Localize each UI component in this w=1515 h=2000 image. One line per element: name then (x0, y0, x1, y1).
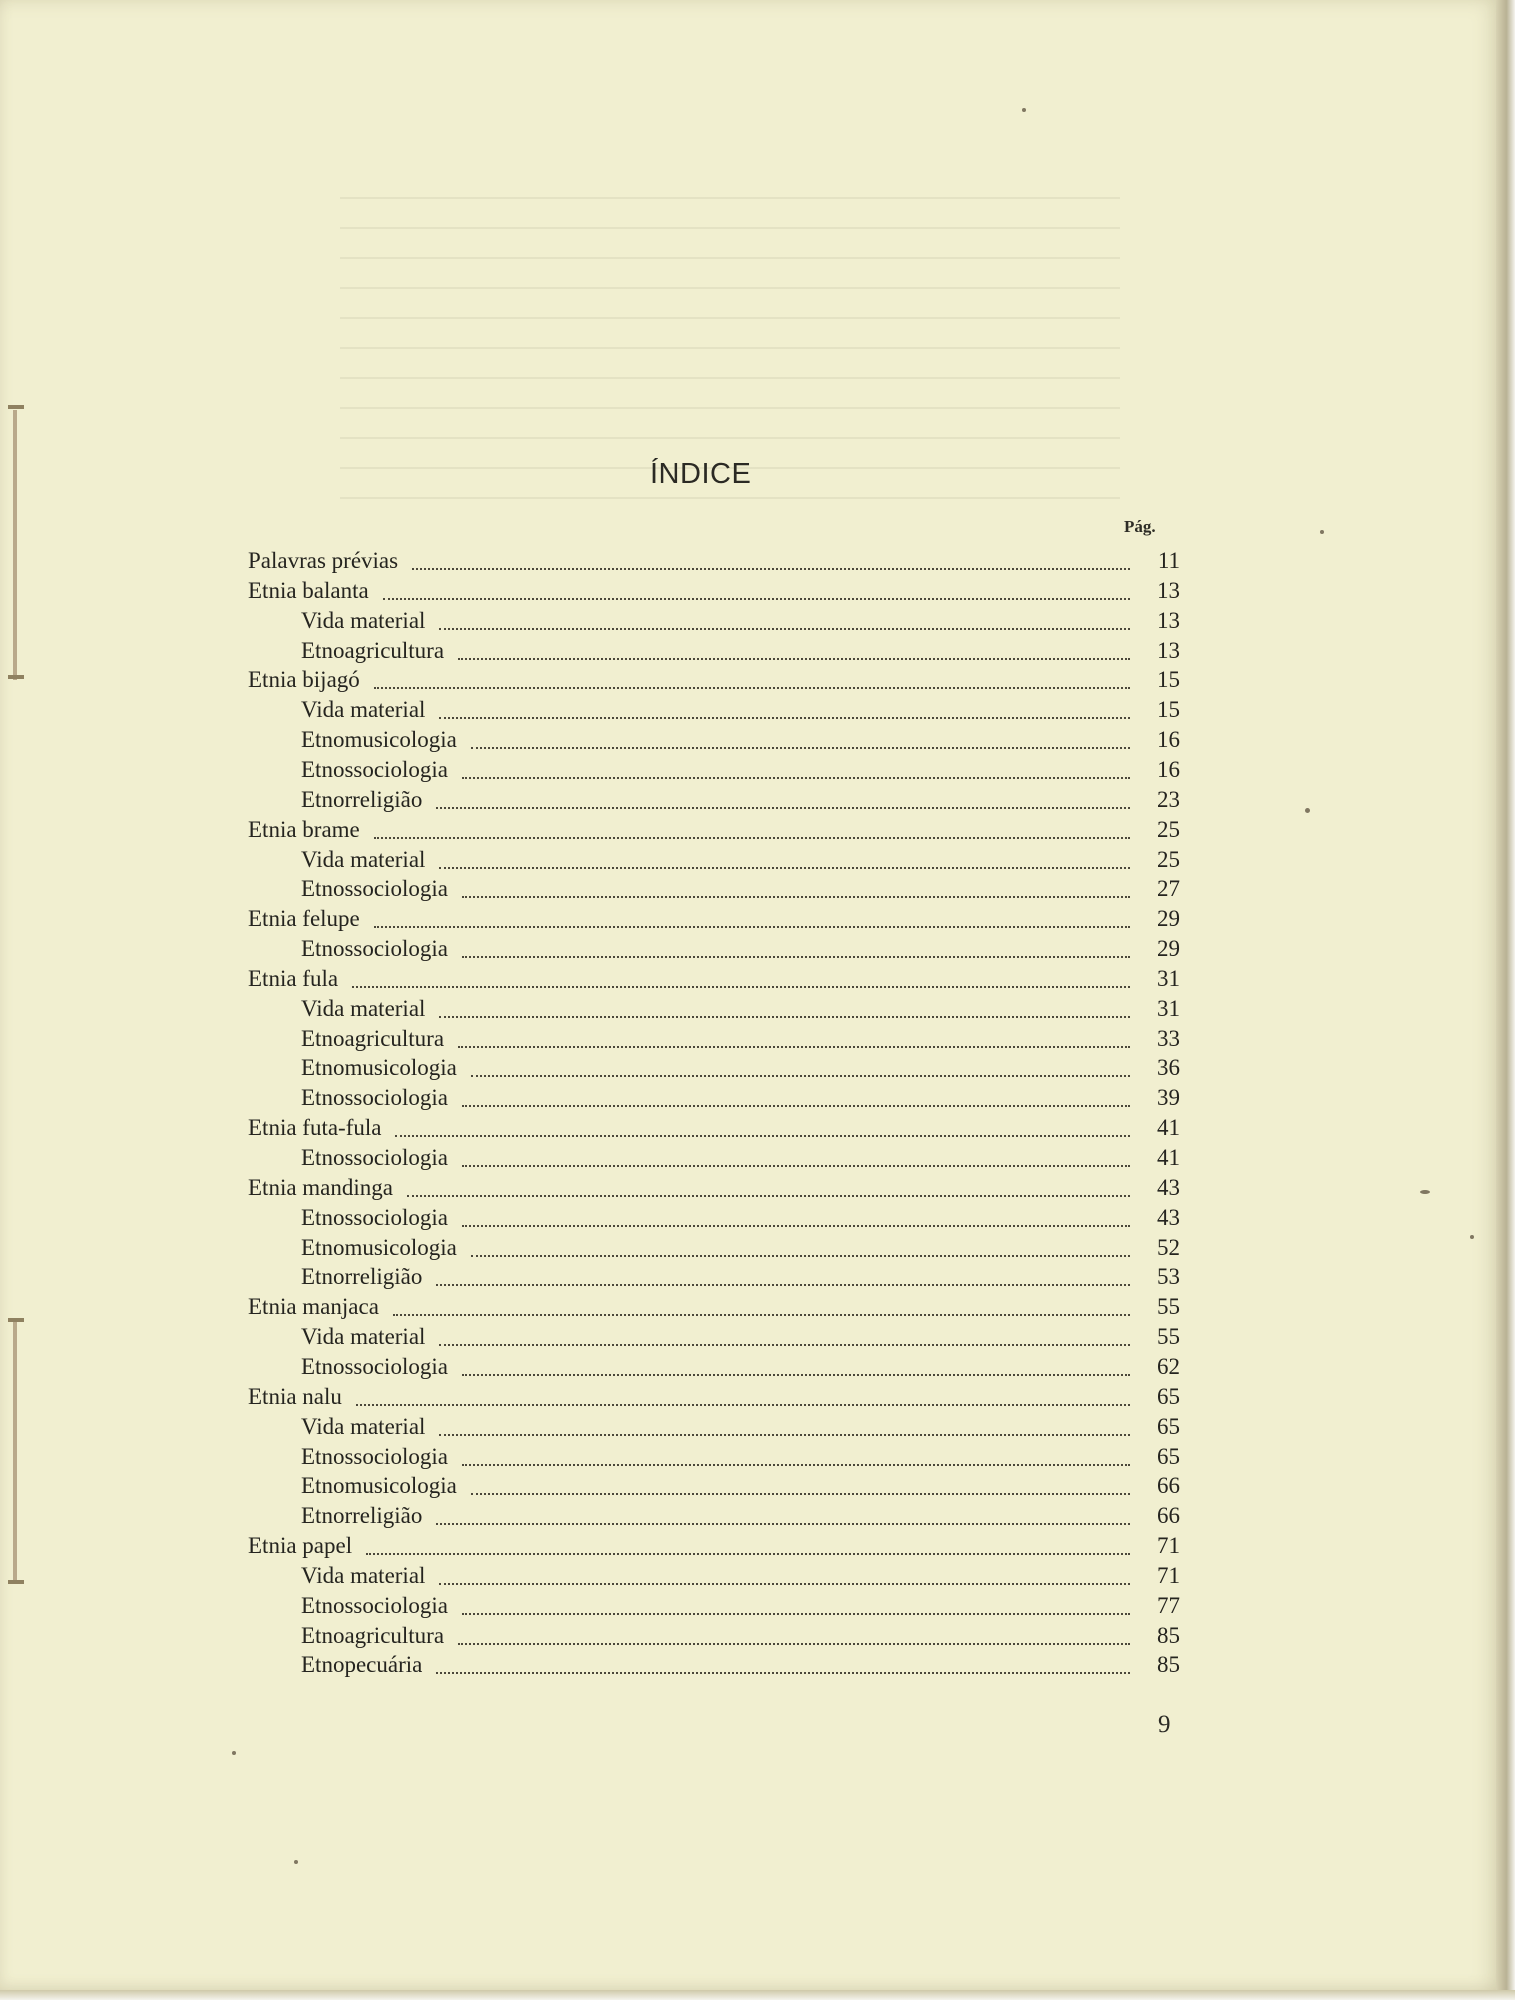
toc-entry-page: 36 (1157, 1055, 1180, 1081)
toc-entry-page: 16 (1157, 756, 1180, 782)
toc-entry-sub (248, 845, 1180, 875)
toc-dot-leader (436, 805, 1130, 809)
toc-dot-leader (458, 1641, 1130, 1645)
toc-entry-page: 65 (1157, 1413, 1180, 1439)
toc-entry-sub (248, 725, 1180, 755)
toc-entry-page: 53 (1157, 1264, 1180, 1290)
toc-entry-sub (248, 1143, 1180, 1173)
toc-entry-label: Etnossociologia (301, 1085, 448, 1111)
toc-entry-sub (248, 1471, 1180, 1501)
toc-dot-leader (374, 685, 1130, 689)
toc-entry-page: 66 (1157, 1503, 1180, 1529)
toc-entry-sub (248, 994, 1180, 1024)
toc-dot-leader (471, 1491, 1130, 1495)
toc-entry-sub (248, 1203, 1180, 1233)
toc-entry-label: Etnossociologia (301, 1443, 448, 1469)
toc-entry-sub (248, 934, 1180, 964)
toc-entry-sub (248, 1262, 1180, 1292)
toc-entry-main (248, 576, 1180, 606)
toc-entry-main (248, 1531, 1180, 1561)
toc-entry-label: Etnoagricultura (301, 1622, 445, 1648)
binding-stitch (13, 410, 17, 680)
toc-entry-sub (248, 606, 1180, 636)
toc-entry-label: Etnia futa-fula (248, 1115, 382, 1141)
toc-dot-leader (462, 1163, 1130, 1167)
toc-entry-main (248, 815, 1180, 845)
toc-entry-page: 41 (1157, 1115, 1180, 1141)
toc-entry-page: 62 (1157, 1353, 1180, 1379)
toc-entry-sub (248, 1233, 1180, 1263)
toc-dot-leader (436, 1282, 1130, 1286)
paper-speck (1305, 808, 1310, 813)
toc-entry-sub (248, 695, 1180, 725)
toc-entry-sub (248, 1412, 1180, 1442)
paper-speck (294, 1860, 298, 1864)
toc-dot-leader (462, 1611, 1130, 1615)
toc-dot-leader (356, 1402, 1130, 1406)
toc-entry-label: Etnia balanta (248, 577, 369, 603)
toc-entry-sub (248, 1442, 1180, 1472)
toc-entry-page: 29 (1157, 906, 1180, 932)
toc-entry-sub (248, 1591, 1180, 1621)
toc-dot-leader (412, 566, 1130, 570)
paper-speck (1022, 108, 1026, 112)
toc-entry-label: Etnoagricultura (301, 1025, 445, 1051)
toc-entry-page: 13 (1157, 607, 1180, 633)
toc-dot-leader (462, 1103, 1130, 1107)
toc-entry-label: Vida material (301, 1562, 426, 1588)
paper-speck (1470, 1235, 1474, 1239)
toc-entry-sub (248, 785, 1180, 815)
binding-mark (8, 1580, 24, 1584)
toc-dot-leader (436, 1521, 1130, 1525)
toc-entry-page: 25 (1157, 816, 1180, 842)
toc-dot-leader (471, 745, 1130, 749)
toc-entry-label: Etnia papel (248, 1533, 353, 1559)
toc-entry-page: 52 (1157, 1234, 1180, 1260)
toc-entry-label: Etnossociologia (301, 1145, 448, 1170)
paper-speck (232, 1751, 236, 1755)
toc-entry-sub (248, 1322, 1180, 1352)
toc-entry-page: 71 (1157, 1533, 1180, 1559)
toc-dot-leader (436, 1670, 1130, 1674)
toc-entry-main (248, 904, 1180, 934)
toc-entry-label: Etnomusicologia (301, 1055, 457, 1081)
binding-mark (8, 675, 24, 679)
toc-dot-leader (462, 894, 1130, 898)
toc-entry-sub (248, 1053, 1180, 1083)
toc-entry-label: Etnossociologia (301, 756, 448, 782)
toc-dot-leader (471, 1073, 1130, 1077)
toc-dot-leader (393, 1312, 1130, 1316)
toc-dot-leader (471, 1253, 1130, 1257)
toc-entry-main (248, 1292, 1180, 1322)
toc-entry-label: Vida material (301, 995, 426, 1021)
page-title: ÍNDICE (650, 458, 752, 490)
toc-dot-leader (458, 656, 1130, 660)
toc-dot-leader (462, 775, 1130, 779)
toc-entry-label: Etnia bijagó (248, 667, 360, 693)
toc-entry-main (248, 546, 1180, 576)
toc-entry-page: 43 (1157, 1174, 1180, 1200)
toc-dot-leader (439, 1014, 1130, 1018)
toc-dot-leader (383, 596, 1130, 600)
toc-entry-main (248, 964, 1180, 994)
toc-entry-label: Etnia mandinga (248, 1174, 393, 1200)
toc-entry-page: 31 (1157, 965, 1180, 991)
toc-entry-sub (248, 636, 1180, 666)
footer-page-number: 9 (1158, 1711, 1171, 1738)
toc-entry-label: Etnia felupe (248, 906, 360, 932)
toc-entry-sub (248, 1352, 1180, 1382)
toc-dot-leader (462, 1223, 1130, 1227)
toc-dot-leader (439, 626, 1130, 630)
toc-entry-label: Etnossociologia (301, 1353, 448, 1379)
toc-entry-page: 66 (1157, 1473, 1180, 1499)
toc-dot-leader (462, 954, 1130, 958)
binding-stitch (13, 1318, 17, 1583)
toc-entry-page: 41 (1157, 1145, 1180, 1170)
toc-entry-page: 13 (1157, 637, 1180, 663)
toc-entry-page: 11 (1157, 548, 1180, 573)
toc-entry-page: 71 (1157, 1562, 1180, 1588)
toc-entry-sub (248, 1621, 1180, 1651)
toc-entry-label: Etnomusicologia (301, 1473, 457, 1499)
toc-entry-main (248, 1382, 1180, 1412)
toc-entry-label: Vida material (301, 1324, 426, 1350)
page-edge (1496, 0, 1515, 2000)
toc-dot-leader (439, 865, 1130, 869)
toc-entry-main (248, 1173, 1180, 1203)
paper-speck (1420, 1190, 1430, 1194)
toc-entry-page: 43 (1157, 1204, 1180, 1230)
toc-entry-label: Vida material (301, 846, 426, 872)
toc-entry-page: 33 (1157, 1025, 1180, 1051)
toc-entry-sub (248, 1501, 1180, 1531)
toc-entry-page: 31 (1157, 995, 1180, 1021)
toc-entry-label: Etnorreligião (301, 1503, 423, 1529)
binding-mark (8, 405, 24, 409)
toc-entry-label: Etnossociologia (301, 876, 448, 902)
toc-entry-label: Etnia brame (248, 816, 360, 842)
toc-dot-leader (439, 715, 1130, 719)
toc-entry-page: 39 (1157, 1085, 1180, 1111)
toc-dot-leader (458, 1044, 1130, 1048)
toc-dot-leader (462, 1372, 1130, 1376)
toc-entry-main (248, 665, 1180, 695)
toc-entry-page: 29 (1157, 936, 1180, 962)
toc-entry-page: 77 (1157, 1592, 1180, 1618)
toc-dot-leader (374, 924, 1130, 928)
toc-entry-page: 65 (1157, 1383, 1180, 1409)
toc-entry-label: Vida material (301, 697, 426, 723)
page-column-label: Pág. (1124, 517, 1156, 536)
toc-entry-label: Etnossociologia (301, 936, 448, 962)
toc-entry-label: Vida material (301, 607, 426, 633)
toc-dot-leader (395, 1133, 1130, 1137)
toc-entry-sub (248, 755, 1180, 785)
toc-dot-leader (439, 1432, 1130, 1436)
toc-entry-label: Etnomusicologia (301, 1234, 457, 1260)
toc-entry-page: 25 (1157, 846, 1180, 872)
toc-entry-label: Etnorreligião (301, 1264, 423, 1290)
toc-entry-page: 55 (1157, 1294, 1180, 1320)
toc-entry-label: Vida material (301, 1413, 426, 1439)
toc-entry-label: Etnopecuária (301, 1652, 423, 1678)
toc-dot-leader (462, 1462, 1130, 1466)
toc-entry-page: 27 (1157, 876, 1180, 902)
toc-entry-label: Etnia fula (248, 965, 339, 991)
toc-entry-label: Etnossociologia (301, 1592, 448, 1618)
toc-entry-label: Etnomusicologia (301, 727, 457, 753)
toc-dot-leader (439, 1342, 1130, 1346)
toc-entry-label: Etnia manjaca (248, 1294, 379, 1320)
toc-entry-label: Etnossociologia (301, 1204, 448, 1230)
toc-entry-page: 13 (1157, 577, 1180, 603)
binding-mark (8, 1318, 24, 1322)
toc-entry-sub (248, 1650, 1180, 1680)
bottom-edge (0, 1990, 1515, 2000)
toc-entry-sub (248, 874, 1180, 904)
toc-dot-leader (352, 984, 1130, 988)
toc-entry-label: Etnorreligião (301, 786, 423, 812)
toc-entry-page: 15 (1157, 697, 1180, 723)
toc-entry-label: Etnoagricultura (301, 637, 445, 663)
toc-dot-leader (374, 835, 1130, 839)
toc-entry-page: 65 (1157, 1443, 1180, 1469)
toc-entry-sub (248, 1561, 1180, 1591)
toc-entry-page: 15 (1157, 667, 1180, 693)
toc-entry-label: Etnia nalu (248, 1383, 342, 1409)
toc-dot-leader (439, 1581, 1130, 1585)
toc-entry-main (248, 1113, 1180, 1143)
toc-entry-page: 23 (1157, 786, 1180, 812)
paper-speck (1320, 530, 1324, 534)
toc-dot-leader (407, 1193, 1130, 1197)
toc-entry-label: Palavras prévias (248, 548, 399, 573)
toc-entry-sub (248, 1024, 1180, 1054)
toc-entry-page: 16 (1157, 727, 1180, 753)
toc-entry-sub (248, 1083, 1180, 1113)
toc-entry-page: 55 (1157, 1324, 1180, 1350)
toc-dot-leader (366, 1551, 1130, 1555)
toc-entry-page: 85 (1157, 1622, 1180, 1648)
toc-entry-page: 85 (1157, 1652, 1180, 1678)
